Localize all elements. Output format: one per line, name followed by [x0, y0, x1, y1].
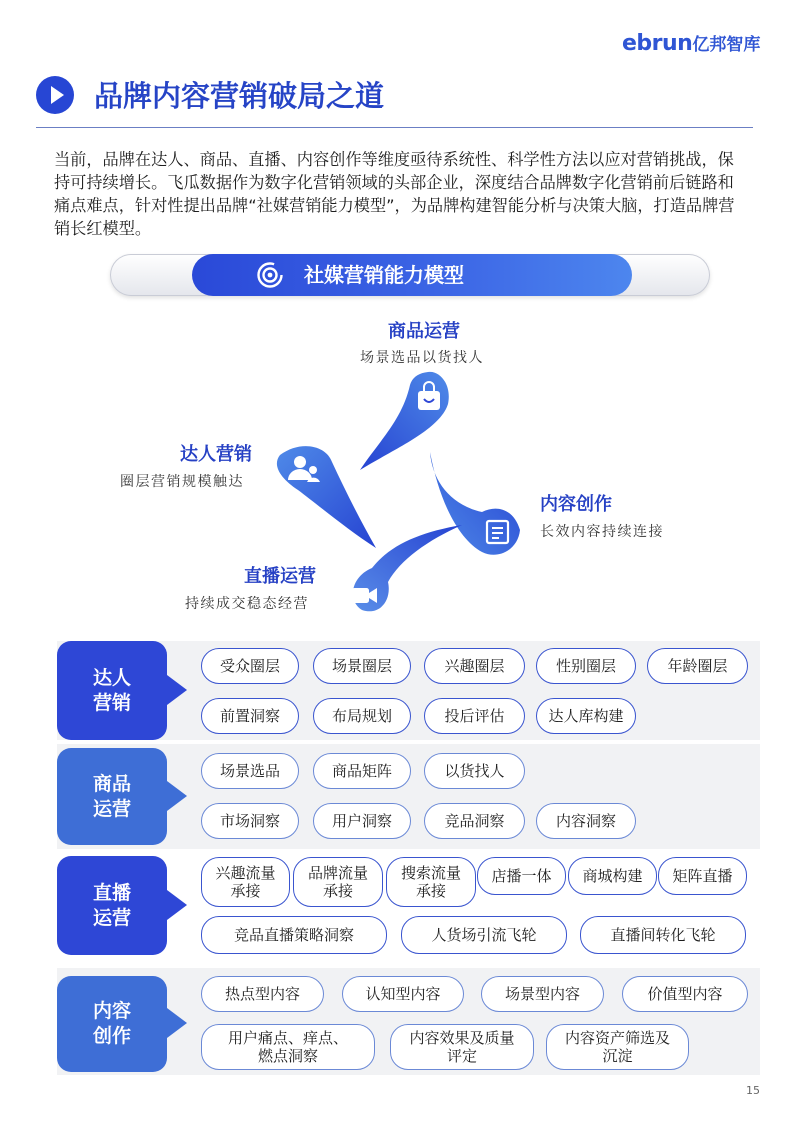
brand-logo	[622, 30, 760, 56]
tag: 兴趣圈层	[424, 648, 525, 684]
tag: 竞品洞察	[424, 803, 525, 839]
tag: 用户洞察	[313, 803, 411, 839]
model-top-sub: 场景选品以货找人	[360, 350, 484, 366]
tag: 店播一体	[477, 857, 566, 895]
tag: 年龄圈层	[647, 648, 748, 684]
tag: 前置洞察	[201, 698, 299, 734]
tag: 用户痛点、痒点、 燃点洞察	[201, 1024, 375, 1070]
tag: 热点型内容	[201, 976, 324, 1012]
section-arrow	[167, 675, 187, 705]
target-icon	[256, 261, 284, 289]
page-title: 品牌内容营销破局之道	[94, 79, 385, 113]
tag: 认知型内容	[342, 976, 464, 1012]
tag: 内容效果及质量 评定	[390, 1024, 534, 1070]
tag: 人货场引流飞轮	[401, 916, 567, 954]
tag: 内容洞察	[536, 803, 636, 839]
play-icon	[36, 76, 74, 114]
model-left-title: 达人营销	[180, 444, 252, 465]
section-live-label: 直播 运营	[57, 856, 167, 955]
banner-label: 社媒营销能力模型	[304, 263, 464, 287]
section-product-label: 商品 运营	[57, 748, 167, 845]
model-bottom-sub: 持续成交稳态经营	[185, 596, 309, 612]
tag: 内容资产筛选及 沉淀	[546, 1024, 689, 1070]
tag: 投后评估	[424, 698, 525, 734]
tag: 市场洞察	[201, 803, 299, 839]
tag: 商城构建	[568, 857, 657, 895]
model-right-sub: 长效内容持续连接	[540, 524, 664, 540]
model-banner	[192, 254, 632, 296]
section-influencer-label: 达人 营销	[57, 641, 167, 740]
tag: 商品矩阵	[313, 753, 411, 789]
tag: 价值型内容	[622, 976, 748, 1012]
tag: 以货找人	[424, 753, 525, 789]
tag: 受众圈层	[201, 648, 299, 684]
tag: 矩阵直播	[658, 857, 747, 895]
section-arrow	[167, 781, 187, 811]
tag: 达人库构建	[536, 698, 636, 734]
tag: 性别圈层	[536, 648, 636, 684]
tag: 竞品直播策略洞察	[201, 916, 387, 954]
model-bottom-title: 直播运营	[244, 566, 316, 587]
tag: 兴趣流量 承接	[201, 857, 290, 907]
tag: 直播间转化飞轮	[580, 916, 746, 954]
tag: 场景型内容	[481, 976, 604, 1012]
section-arrow	[167, 890, 187, 920]
page-number: 15	[746, 1084, 760, 1097]
tag: 布局规划	[313, 698, 411, 734]
model-top-title: 商品运营	[388, 321, 460, 342]
tag: 场景圈层	[313, 648, 411, 684]
section-arrow	[167, 1008, 187, 1038]
petal-influencer	[277, 446, 376, 548]
petal-product	[360, 372, 449, 470]
model-right-title: 内容创作	[540, 494, 612, 515]
intro-paragraph: 当前，品牌在达人、商品、直播、内容创作等维度亟待系统性、科学性方法以应对营销挑战，保持可持续增长。飞瓜数据作为数字化营销领域的头部企业，深度结合品牌数字化营销前后链路和痛点难点，针对性提出品牌“社媒营销能力模型”，为品牌构建智能分析与决策大脑，打造品牌营销长红模型。	[54, 150, 735, 238]
section-content-label: 内容 创作	[57, 976, 167, 1072]
petal-content	[430, 452, 520, 555]
model-left-sub: 圈层营销规模触达	[120, 474, 244, 490]
tag: 搜索流量 承接	[386, 857, 476, 907]
tag: 场景选品	[201, 753, 299, 789]
title-divider	[36, 127, 753, 128]
logo-latin: ebrun	[622, 31, 693, 56]
tag: 品牌流量 承接	[293, 857, 383, 907]
logo-cn: 亿邦智库	[692, 35, 761, 55]
